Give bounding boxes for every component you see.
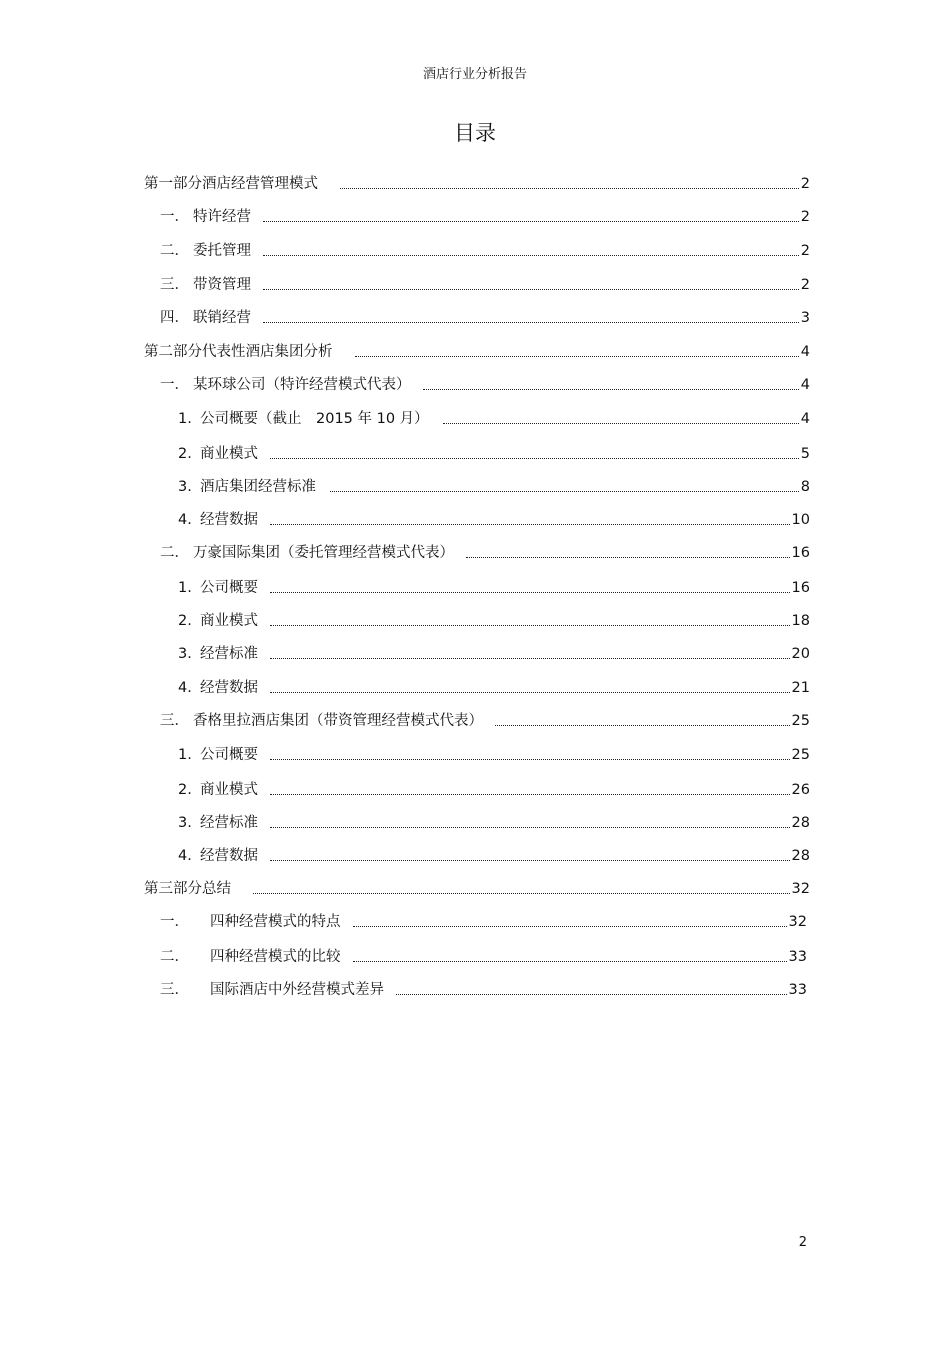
toc-entry-text: 酒店集团经营标准 <box>200 479 316 495</box>
toc-entry-text: 经营标准 <box>200 646 258 662</box>
toc-entry-page: 5 <box>800 446 810 462</box>
toc-entry-page: 2 <box>800 176 810 192</box>
toc-entry[interactable] <box>178 577 810 599</box>
toc-dot-leader <box>270 524 790 525</box>
toc-dot-leader <box>270 860 790 861</box>
toc-entry-label <box>178 779 270 801</box>
toc-entry-number: 4. <box>178 848 192 864</box>
toc-entry-number: 四． <box>160 310 189 326</box>
toc-entry-number: 二． <box>160 243 189 259</box>
toc-entry-page: 2 <box>800 209 810 225</box>
toc-entry-text: 公司概要 <box>200 747 258 763</box>
toc-dot-leader <box>495 725 790 726</box>
toc-entry-label <box>160 240 263 262</box>
toc-entry-page: 10 <box>791 512 810 528</box>
toc-entry-text: 第二部分代表性酒店集团分析 <box>144 344 333 360</box>
toc-entry-text: 香格里拉酒店集团（带资管理经营模式代表） <box>193 713 483 729</box>
toc-entry-label <box>160 911 353 933</box>
toc-entry[interactable] <box>178 812 810 834</box>
toc-entry[interactable] <box>160 274 810 296</box>
toc-dot-leader <box>270 592 790 593</box>
toc-entry-number: 3. <box>178 479 192 495</box>
toc-entry[interactable] <box>160 710 810 732</box>
toc-entry-label <box>160 710 495 732</box>
toc-entry-page: 2 <box>800 277 810 293</box>
toc-entry[interactable] <box>160 206 810 228</box>
page-title: 目录 <box>454 121 496 145</box>
toc-dot-leader <box>270 794 790 795</box>
toc-entry-page: 21 <box>791 680 810 696</box>
toc-entry-text: 国际酒店中外经营模式差异 <box>210 982 384 998</box>
toc-entry-page: 16 <box>791 545 810 561</box>
toc-entry[interactable] <box>178 779 810 801</box>
toc-entry[interactable] <box>160 979 807 1001</box>
toc-entry-page: 32 <box>788 914 807 930</box>
toc-entry-page: 25 <box>791 747 810 763</box>
toc-entry[interactable] <box>178 408 810 430</box>
page-number: 2 <box>798 1235 807 1250</box>
toc-entry-page: 4 <box>800 411 810 427</box>
toc-entry-label <box>178 677 270 699</box>
toc-entry-page: 20 <box>791 646 810 662</box>
toc-entry-label <box>178 476 330 498</box>
toc-dot-leader <box>270 692 790 693</box>
toc-dot-leader <box>353 961 787 962</box>
toc-entry-text: 联销经营 <box>193 310 251 326</box>
toc-entry-number: 4. <box>178 680 192 696</box>
toc-entry-text: 经营数据 <box>200 512 258 528</box>
toc-entry-label <box>178 643 270 665</box>
toc-dot-leader <box>270 658 790 659</box>
toc-entry-text: 特许经营 <box>193 209 251 225</box>
toc-entry-number: 二． <box>160 949 189 965</box>
toc-dot-leader <box>443 423 799 424</box>
toc-entry-number: 二． <box>160 545 189 561</box>
toc-entry-page: 16 <box>791 580 810 596</box>
toc-entry-text: 带资管理 <box>193 277 251 293</box>
toc-entry-label <box>178 577 270 599</box>
toc-entry-page: 25 <box>791 713 810 729</box>
toc-entry-number: 三． <box>160 982 189 998</box>
toc-entry-text: 经营数据 <box>200 848 258 864</box>
toc-dot-leader <box>466 557 790 558</box>
toc-entry-label <box>160 979 396 1001</box>
toc-entry-label <box>144 878 253 900</box>
toc-entry-number: 三． <box>160 713 189 729</box>
toc-entry-page: 28 <box>791 848 810 864</box>
toc-entry-page: 28 <box>791 815 810 831</box>
toc-entry-text: 公司概要 <box>200 580 258 596</box>
toc-entry[interactable] <box>178 744 810 766</box>
toc-entry-number: 一． <box>160 377 189 393</box>
toc-entry[interactable] <box>178 677 810 699</box>
toc-entry-number: 4. <box>178 512 192 528</box>
toc-entry-label <box>178 845 270 867</box>
toc-dot-leader <box>263 221 799 222</box>
toc-entry-label <box>144 173 340 195</box>
toc-entry-label <box>160 307 263 329</box>
toc-entry-label <box>178 744 270 766</box>
toc-entry-label <box>178 408 443 430</box>
toc-dot-leader <box>353 926 787 927</box>
toc-entry-text: 第一部分酒店经营管理模式 <box>144 176 318 192</box>
toc-entry[interactable] <box>144 173 810 195</box>
toc-entry-number: 2. <box>178 613 192 629</box>
toc-entry-page: 4 <box>800 377 810 393</box>
toc-entry-text: 第三部分总结 <box>144 881 231 897</box>
toc-entry-page: 33 <box>788 949 807 965</box>
toc-entry-label <box>178 610 270 632</box>
toc-entry-label <box>144 341 355 363</box>
toc-entry-label <box>160 374 423 396</box>
toc-entry-page: 4 <box>800 344 810 360</box>
toc-entry-label <box>160 542 466 564</box>
toc-entry-number: 1. <box>178 747 192 763</box>
toc-dot-leader <box>253 893 790 894</box>
toc-dot-leader <box>396 994 787 995</box>
toc-entry[interactable] <box>160 374 810 396</box>
toc-entry[interactable] <box>160 946 807 968</box>
toc-entry-text: 商业模式 <box>200 613 258 629</box>
toc-entry-number: 3. <box>178 815 192 831</box>
toc-entry-text: 经营标准 <box>200 815 258 831</box>
toc-entry-page: 2 <box>800 243 810 259</box>
toc-entry-page: 8 <box>800 479 810 495</box>
toc-entry-number: 三． <box>160 277 189 293</box>
toc-entry-page: 18 <box>791 613 810 629</box>
toc-entry-label <box>160 946 353 968</box>
toc-entry-label <box>178 812 270 834</box>
toc-entry[interactable] <box>144 878 810 900</box>
toc-dot-leader <box>270 625 790 626</box>
toc-dot-leader <box>340 188 799 189</box>
toc-entry-text: 公司概要（截止 2015 年 10 月） <box>200 411 429 427</box>
toc-entry[interactable] <box>144 341 810 363</box>
toc-entry[interactable] <box>178 509 810 531</box>
toc-entry-label <box>160 274 263 296</box>
toc-entry-page: 33 <box>788 982 807 998</box>
toc-dot-leader <box>270 759 790 760</box>
toc-entry[interactable] <box>178 443 810 465</box>
running-header: 酒店行业分析报告 <box>422 67 527 82</box>
toc-entry-number: 3. <box>178 646 192 662</box>
toc-entry-label <box>178 509 270 531</box>
toc-entry-label <box>178 443 270 465</box>
toc-entry-label <box>160 206 263 228</box>
toc-entry-page: 32 <box>791 881 810 897</box>
toc-entry-number: 一． <box>160 914 189 930</box>
toc-entry-text: 四种经营模式的特点 <box>210 914 341 930</box>
toc-entry-text: 四种经营模式的比较 <box>210 949 341 965</box>
toc-entry[interactable] <box>160 911 807 933</box>
toc-entry-text: 某环球公司（特许经营模式代表） <box>193 377 411 393</box>
toc-entry-number: 1. <box>178 580 192 596</box>
toc-entry[interactable] <box>178 643 810 665</box>
toc-entry-text: 商业模式 <box>200 446 258 462</box>
toc-entry[interactable] <box>160 307 810 329</box>
toc-entry[interactable] <box>178 610 810 632</box>
toc-dot-leader <box>423 389 799 390</box>
toc-dot-leader <box>263 255 799 256</box>
toc-entry-page: 26 <box>791 782 810 798</box>
toc-dot-leader <box>263 289 799 290</box>
toc-entry[interactable] <box>160 542 810 564</box>
toc-entry-number: 1. <box>178 411 192 427</box>
toc-dot-leader <box>330 491 799 492</box>
toc-entry-text: 万豪国际集团（委托管理经营模式代表） <box>193 545 454 561</box>
toc-dot-leader <box>270 827 790 828</box>
toc-entry[interactable] <box>178 845 810 867</box>
toc-dot-leader <box>270 458 799 459</box>
toc-entry-number: 2. <box>178 782 192 798</box>
toc-entry-number: 一． <box>160 209 189 225</box>
toc-entry-number: 2. <box>178 446 192 462</box>
toc-entry-text: 经营数据 <box>200 680 258 696</box>
toc-entry[interactable] <box>178 476 810 498</box>
toc-dot-leader <box>355 356 799 357</box>
toc-entry-page: 3 <box>800 310 810 326</box>
toc-entry-text: 商业模式 <box>200 782 258 798</box>
toc-entry[interactable] <box>160 240 810 262</box>
toc-entry-text: 委托管理 <box>193 243 251 259</box>
toc-dot-leader <box>263 322 799 323</box>
